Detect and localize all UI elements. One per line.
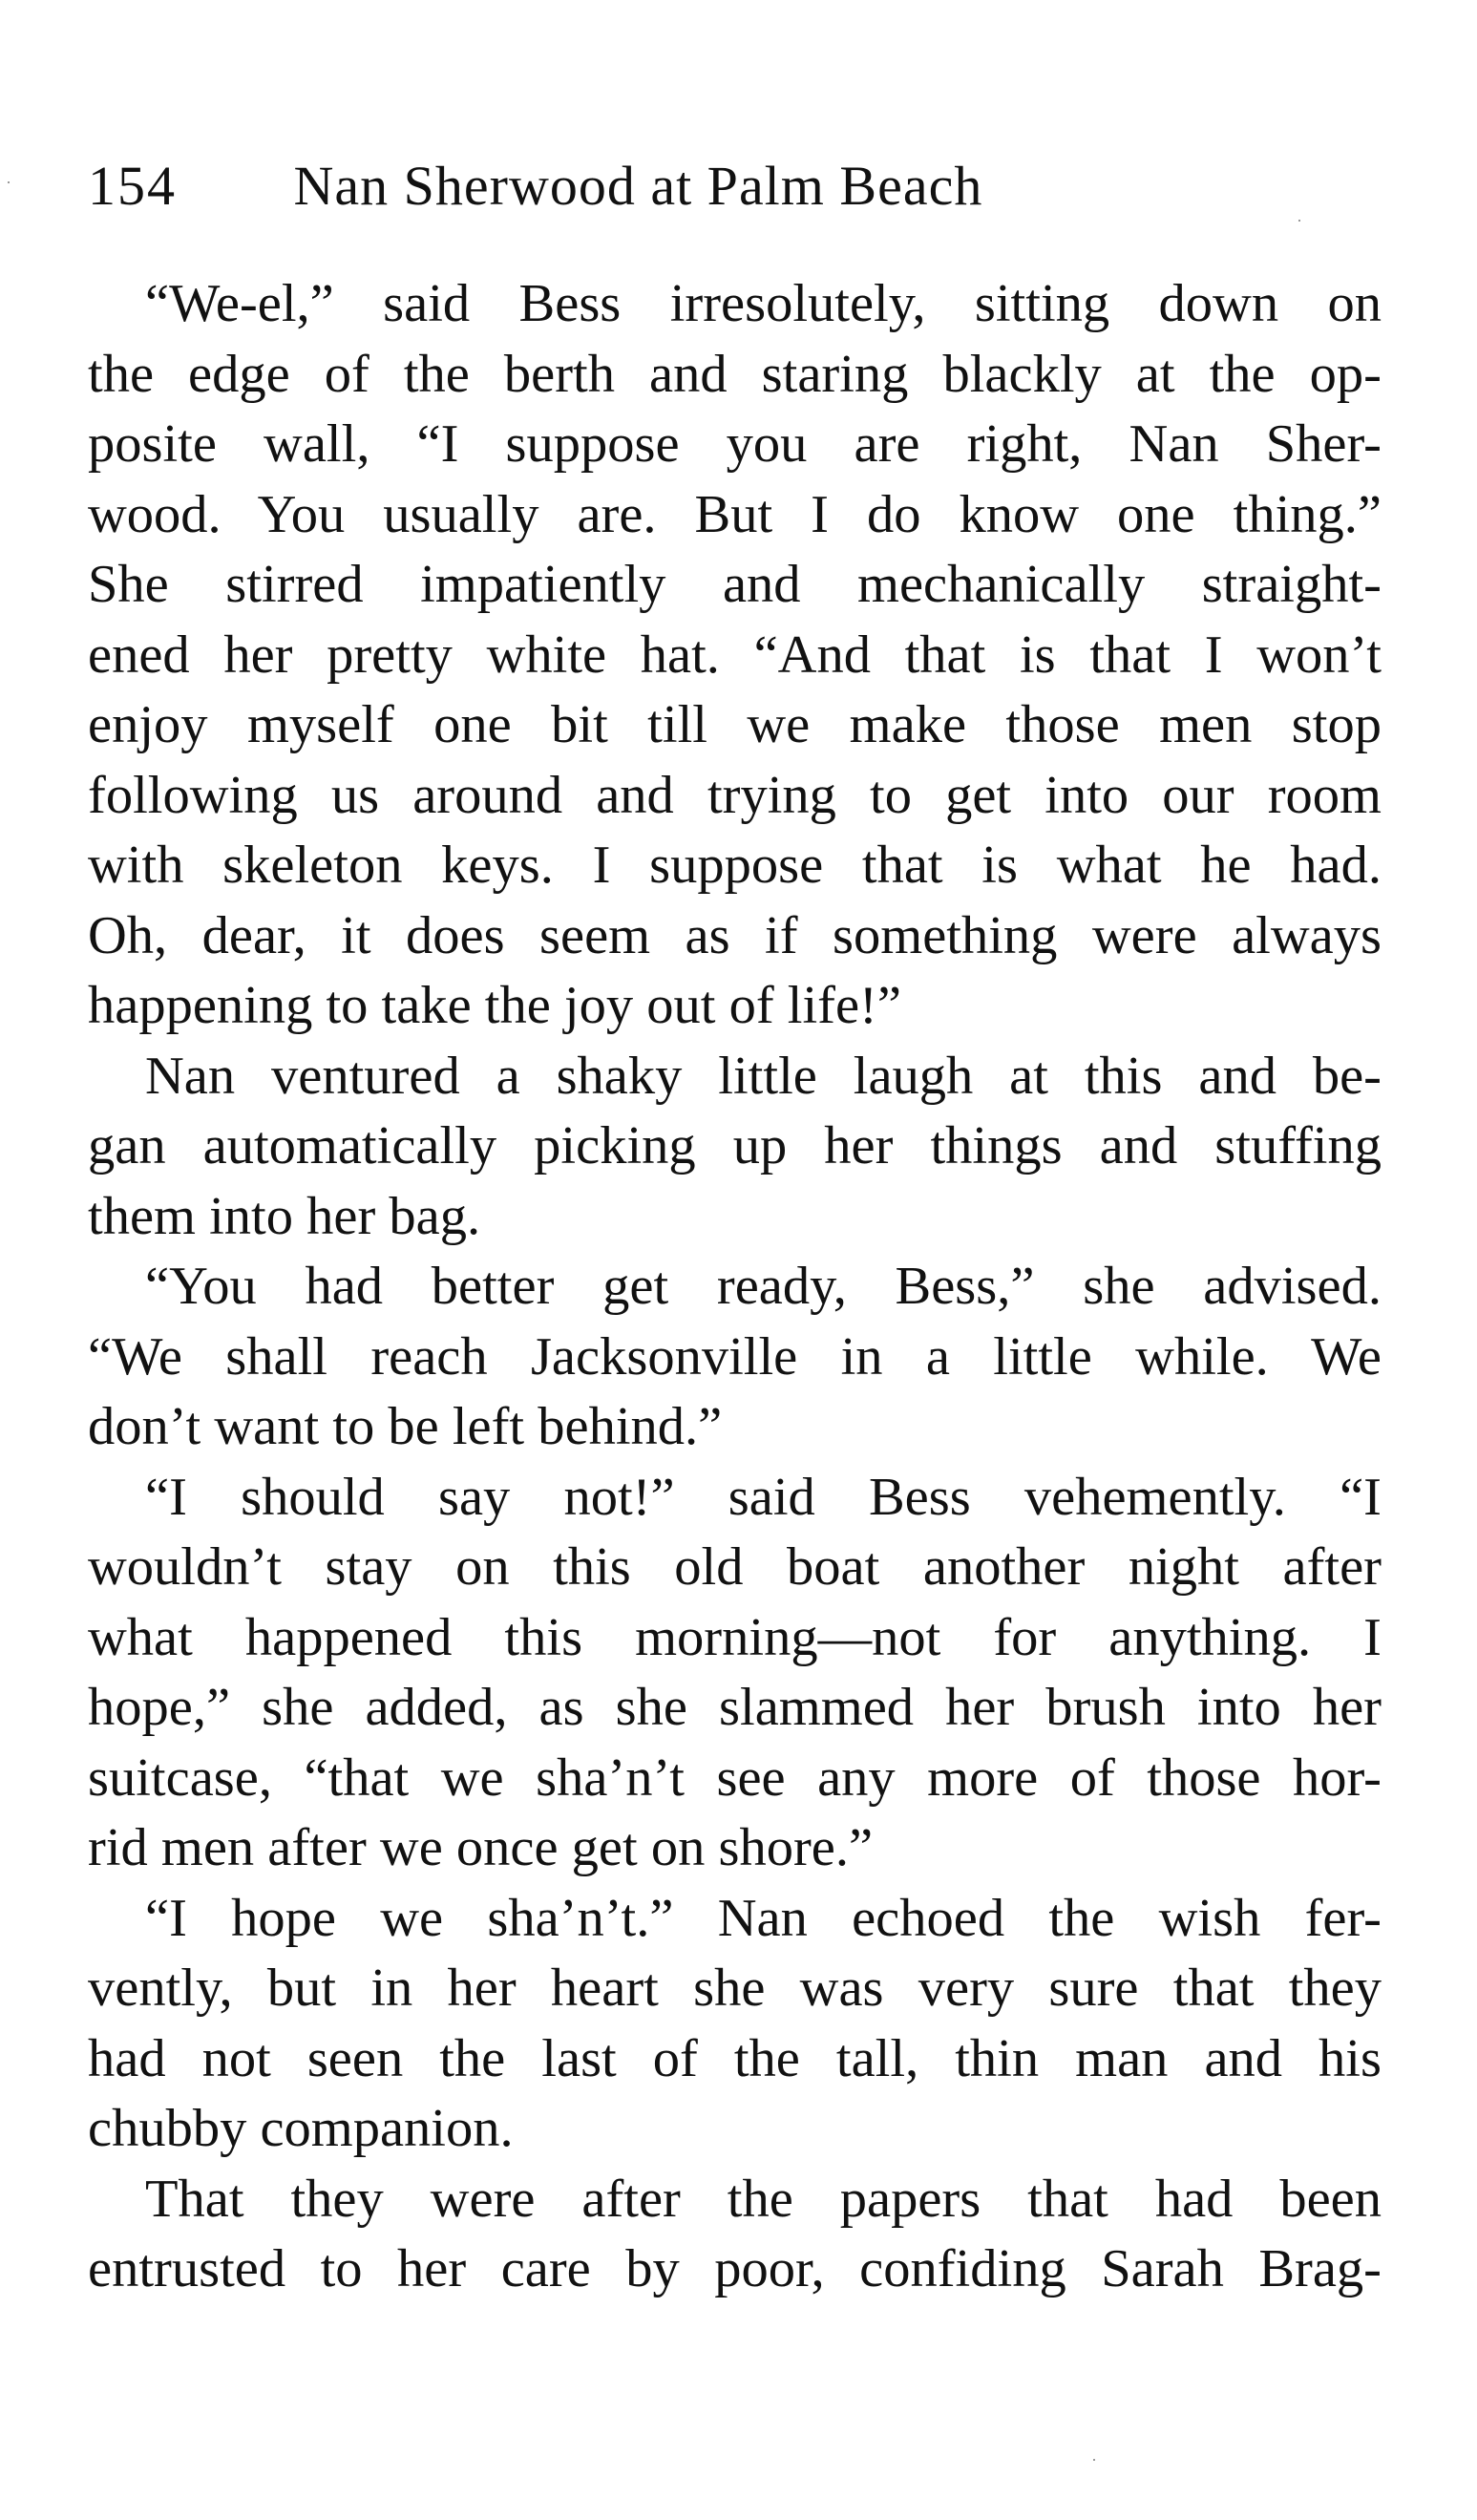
text-line: “You had better get ready, Bess,” she advised. xyxy=(145,1257,1382,1316)
text-line: enjoy myself one bit till we make those men stop xyxy=(88,695,1382,754)
body-text xyxy=(88,269,1382,2305)
text-line: happening to take the joy out of life!” xyxy=(88,976,901,1035)
text-line: chubby companion. xyxy=(88,2099,514,2158)
text-line: hope,” she added, as she slammed her brush into her xyxy=(88,1678,1382,1737)
text-line: them into her bag. xyxy=(88,1186,481,1246)
text-line: following us around and trying to get into our room xyxy=(88,765,1382,825)
text-line: wouldn’t stay on this old boat another night after xyxy=(88,1537,1382,1597)
text-line: “I hope we sha’n’t.” Nan echoed the wish fer- xyxy=(145,1888,1382,1948)
text-line: the edge of the berth and staring blackly at the op- xyxy=(88,344,1382,404)
running-head xyxy=(88,143,1386,229)
text-line: That they were after the papers that had been xyxy=(145,2169,1382,2229)
text-line: Nan ventured a shaky little laugh at this and be- xyxy=(145,1046,1382,1106)
text-line: entrusted to her care by poor, confiding Sarah Brag- xyxy=(88,2239,1382,2298)
scan-speck xyxy=(1093,2459,1095,2461)
text-line: wood. You usually are. But I do know one thing.” xyxy=(88,484,1382,544)
text-line: gan automatically picking up her things and stuffing xyxy=(88,1116,1382,1175)
text-line: posite wall, “I suppose you are right, Nan Sher- xyxy=(88,414,1382,474)
running-title: Nan Sherwood at Palm Beach xyxy=(293,155,983,217)
text-line: vently, but in her heart she was very sure that they xyxy=(88,1959,1382,2018)
text-line: “We-el,” said Bess irresolutely, sitting down on xyxy=(145,274,1382,333)
text-line: had not seen the last of the tall, thin man and his xyxy=(88,2028,1382,2088)
scan-speck xyxy=(1298,220,1300,222)
text-line: She stirred impatiently and mechanically straight- xyxy=(88,555,1382,614)
scan-speck xyxy=(8,181,10,183)
text-line: with skeleton keys. I suppose that is what he had. xyxy=(88,836,1382,895)
text-line: ened her pretty white hat. “And that is that I won’t xyxy=(88,625,1382,685)
text-line: “I should say not!” said Bess vehemently. “I xyxy=(145,1467,1382,1527)
text-line: suitcase, “that we sha’n’t see any more of those hor- xyxy=(88,1747,1382,1808)
text-line: what happened this morning—not for anything. I xyxy=(88,1607,1382,1667)
text-line: rid men after we once get on shore.” xyxy=(88,1818,874,1877)
text-line: Oh, dear, it does seem as if something were always xyxy=(88,905,1382,965)
text-line: “We shall reach Jacksonville in a little while. We xyxy=(88,1326,1382,1387)
page-number: 154 xyxy=(88,155,177,217)
text-line: don’t want to be left behind.” xyxy=(88,1397,723,1456)
